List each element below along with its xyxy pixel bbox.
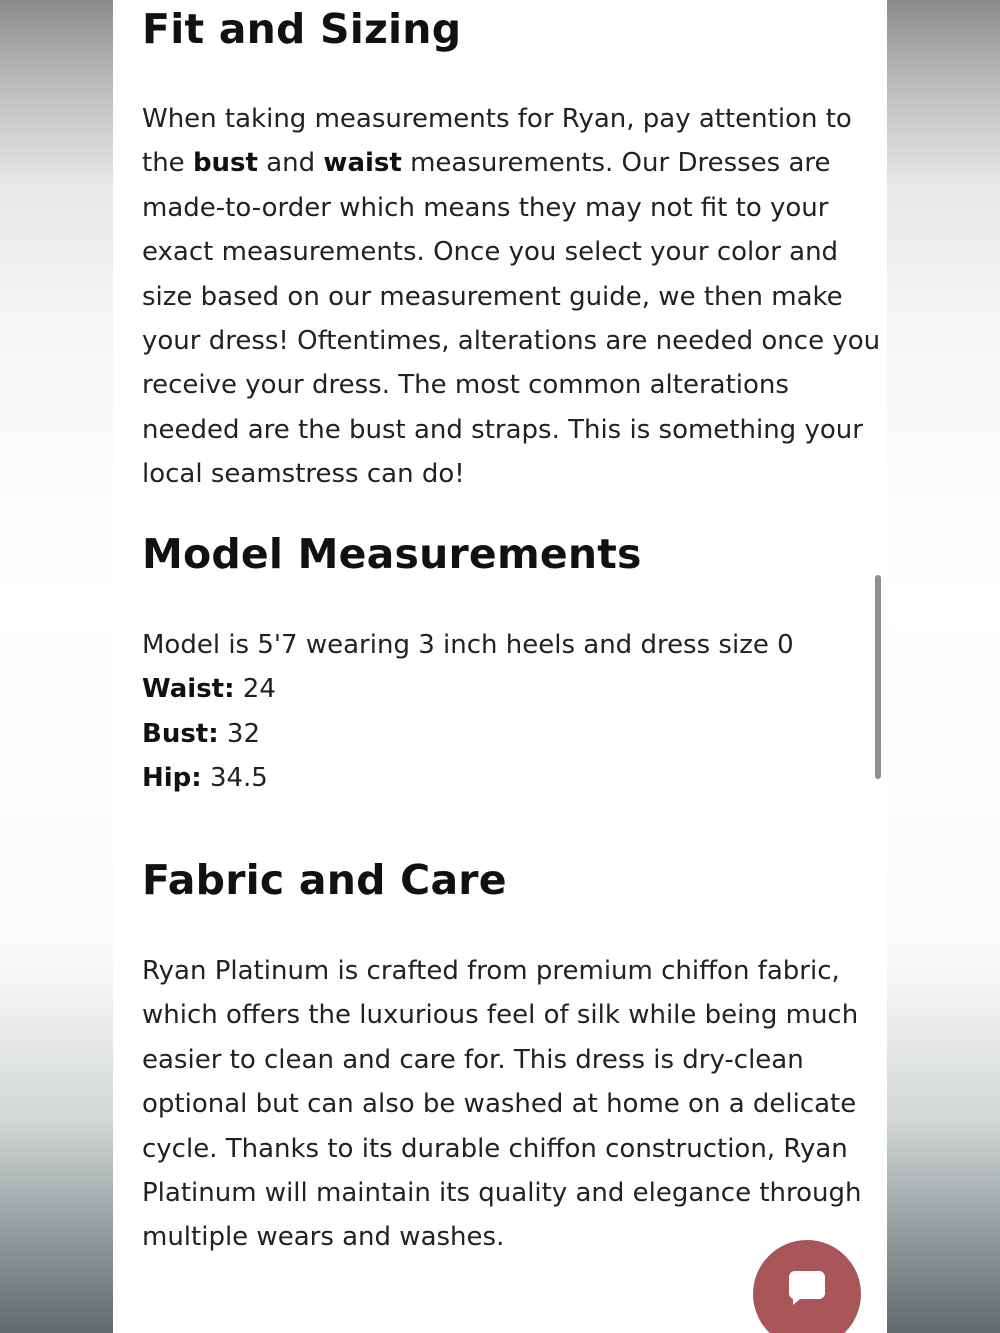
text-line: your dress! Oftentimes, alterations are needed once you <box>142 326 881 357</box>
text-line: easier to clean and care for. This dress is dry-clean <box>142 1044 804 1075</box>
right-background <box>887 0 1000 1333</box>
fabric-and-care-text <box>142 949 862 1260</box>
text-line: size based on our measurement guide, we then make <box>142 281 843 312</box>
text-line: made-to-order which means they may not fit to your <box>142 192 829 223</box>
model-measurements-heading: Model Measurements <box>142 530 642 578</box>
text-line: Ryan Platinum is crafted from premium chiffon fabric, <box>142 956 840 986</box>
model-summary: Model is 5'7 wearing 3 inch heels and dress size 0 <box>142 630 794 660</box>
text-line: optional but can also be washed at home on a delicate <box>142 1089 857 1120</box>
fabric-and-care-heading: Fabric and Care <box>142 856 507 904</box>
text-line: which offers the luxurious feel of silk while being much <box>142 1000 859 1031</box>
text-line: cycle. Thanks to its durable chiffon construction, Ryan <box>142 1133 848 1164</box>
text-line: multiple wears and washes. <box>142 1222 505 1253</box>
bust-measurement <box>142 712 260 756</box>
text-line: Platinum will maintain its quality and elegance through <box>142 1178 862 1209</box>
chat-bubble-icon <box>786 1266 828 1308</box>
hip-value: 34.5 <box>201 763 268 793</box>
waist-label: Waist: <box>142 674 235 704</box>
product-description-panel <box>113 0 887 1333</box>
waist-emphasis: waist <box>323 148 402 179</box>
text-line: local seamstress can do! <box>142 459 465 490</box>
text-line: When taking measurements for Ryan, pay attention to <box>142 104 852 134</box>
bust-value: 32 <box>218 719 260 749</box>
text-line: exact measurements. Once you select your color and <box>142 237 839 268</box>
bust-emphasis: bust <box>192 148 258 179</box>
hip-label: Hip: <box>142 763 202 793</box>
waist-measurement <box>142 667 276 711</box>
text-line: the bust and waist measurements. Our Dresses are <box>142 148 831 179</box>
fit-and-sizing-heading: Fit and Sizing <box>142 5 462 53</box>
left-background <box>0 0 113 1333</box>
scrollbar-thumb[interactable] <box>875 575 881 779</box>
text-line: receive your dress. The most common alterations <box>142 370 789 401</box>
fit-and-sizing-text <box>142 97 881 497</box>
waist-value: 24 <box>234 674 276 704</box>
hip-measurement <box>142 756 268 800</box>
text-line: needed are the bust and straps. This is something your <box>142 414 863 445</box>
bust-label: Bust: <box>142 719 219 749</box>
